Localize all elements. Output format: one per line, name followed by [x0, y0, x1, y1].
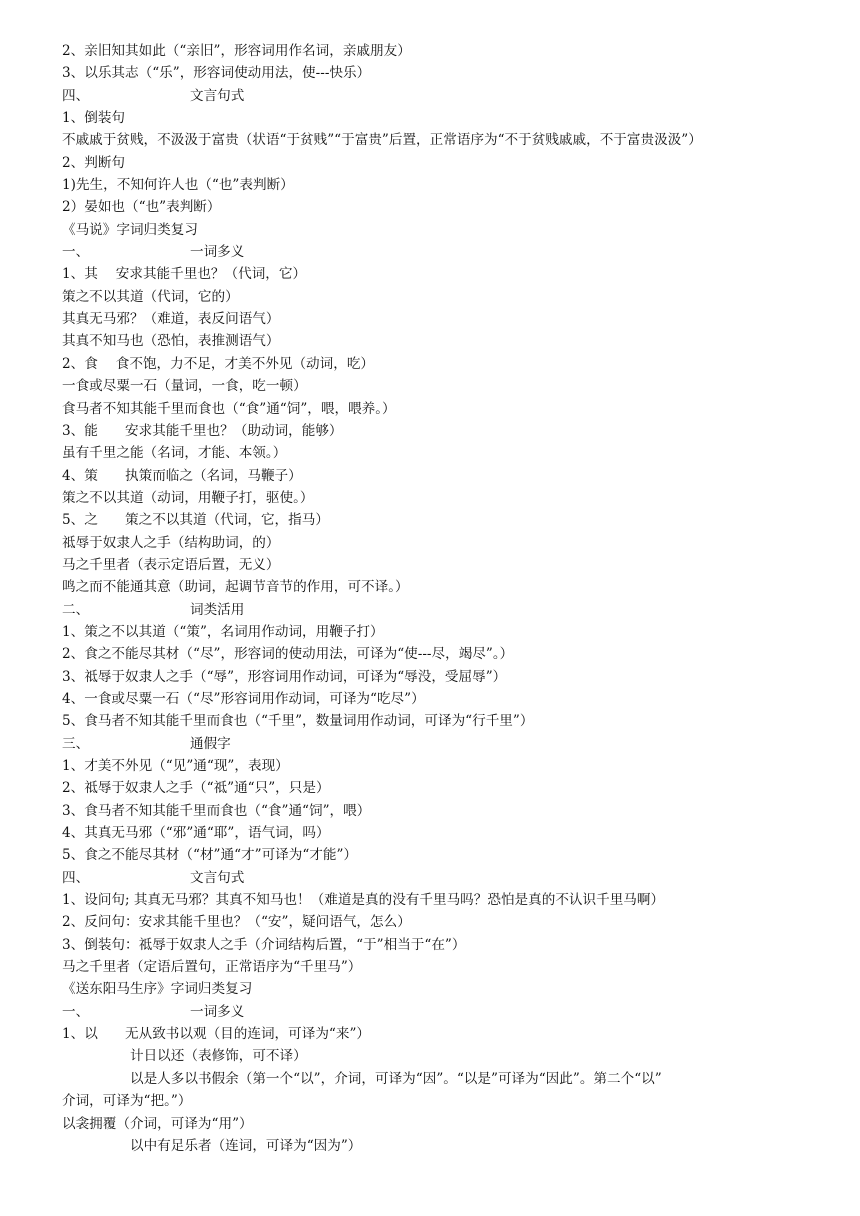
section-title: 一词多义 — [190, 244, 245, 261]
text-line: 1、其 安求其能千里也？（代词，它） — [62, 266, 307, 283]
text-line: 5、食之不能尽其材（“材”通“才”可译为“才能”） — [62, 847, 358, 864]
text-line: 1、倒装句 — [62, 110, 126, 127]
text-line: 祗辱于奴隶人之手（结构助词，的） — [62, 534, 280, 551]
text-line: 马之千里者（定语后置句，正常语序为“千里马”） — [62, 959, 362, 976]
text-line: 2、判断句 — [62, 154, 126, 171]
section-number: 四、 — [62, 87, 90, 104]
text-line: 其真无马邪？（难道，表反问语气） — [62, 311, 280, 328]
text-line: 策之不以其道（代词，它的） — [62, 288, 239, 305]
section-heading — [62, 733, 822, 755]
text-line: 以衾拥覆（介词，可译为“用”） — [62, 1115, 253, 1132]
review-title: 《马说》字词归类复习 — [62, 221, 198, 238]
text-line: 3、倒装句：祗辱于奴隶人之手（介词结构后置，“于”相当于“在”） — [62, 936, 466, 953]
text-line: 2、反问句：安求其能千里也？（“安”，疑问语气，怎么） — [62, 914, 411, 931]
section-title: 词类活用 — [190, 601, 245, 618]
text-line: 2、食 食不饱，力不足，才美不外见（动词，吃） — [62, 355, 375, 372]
text-line: 4、一食或尽粟一石（“尽”形容词用作动词，可译为“吃尽”） — [62, 690, 425, 707]
text-line: 2、食之不能尽其材（“尽”，形容词的使动用法，可译为“使---尽，竭尽”。） — [62, 646, 514, 663]
section-title: 通假字 — [190, 735, 231, 752]
section-title: 一词多义 — [190, 1003, 245, 1020]
text-line: 其真不知马也（恐怕，表推测语气） — [62, 333, 280, 350]
section-title: 文言句式 — [190, 87, 245, 104]
text-line: 鸣之而不能通其意（助词，起调节音节的作用，可不译。） — [62, 579, 409, 596]
text-line: 虽有千里之能（名词，才能、本领。） — [62, 445, 287, 462]
section-heading — [62, 1001, 822, 1023]
text-line: 4、其真无马邪（“邪”通“耶”，语气词，吗） — [62, 825, 330, 842]
text-line: 1、策之不以其道（“策”，名词用作动词，用鞭子打） — [62, 623, 384, 640]
text-line: 3、食马者不知其能千里而食也（“食”通“饲”，喂） — [62, 802, 371, 819]
section-heading — [62, 85, 822, 107]
text-line: 2、亲旧知其如此（“亲旧”，形容词用作名词，亲戚朋友） — [62, 43, 411, 59]
text-line: 5、食马者不知其能千里而食也（“千里”，数量词用作动词，可译为“行千里”） — [62, 713, 534, 730]
text-line: 2、祗辱于奴隶人之手（“祗”通“只”，只是） — [62, 780, 330, 797]
text-line: 食马者不知其能千里而食也（“食”通“饲”，喂，喂养。） — [62, 400, 396, 417]
text-line: 1、才美不外见（“见”通“现”，表现） — [62, 758, 289, 774]
text-line: 一食或尽粟一石（量词，一食，吃一顿） — [62, 378, 307, 395]
review-title: 《送东阳马生序》字词归类复习 — [62, 981, 253, 998]
text-line: 2）晏如也（“也”表判断） — [62, 199, 221, 216]
section-number: 一、 — [62, 1003, 90, 1020]
text-line: 1)先生，不知何许人也（“也”表判断） — [62, 177, 294, 194]
text-line: 5、之 策之不以其道（代词，它，指马） — [62, 512, 329, 529]
section-title: 文言句式 — [190, 869, 245, 886]
text-line: 3、以乐其志（“乐”，形容词使动用法，使---快乐） — [62, 65, 371, 82]
text-line: 策之不以其道（动词，用鞭子打，驱使。） — [62, 489, 314, 506]
text-line: 马之千里者（表示定语后置，无义） — [62, 556, 280, 573]
section-number: 四、 — [62, 869, 90, 886]
section-heading — [62, 241, 822, 263]
section-number: 一、 — [62, 244, 90, 261]
section-number: 三、 — [62, 735, 90, 752]
section-heading — [62, 599, 822, 621]
section-heading — [62, 867, 822, 889]
text-line: 以是人多以书假余（第一个“以”，介词，可译为“因”。“以是”可译为“因此”。第二个“以” — [130, 1070, 662, 1087]
text-line: 3、能 安求其能千里也？（助动词，能够） — [62, 422, 343, 439]
text-line: 4、策 执策而临之（名词，马鞭子） — [62, 467, 302, 484]
text-line: 以中有足乐者（连词，可译为“因为”） — [130, 1137, 362, 1154]
text-line: 不戚戚于贫贱，不汲汲于富贵（状语“于贫贱”“于富贵”后置，正常语序为“不于贫贱戚戚，不于富贵汲汲”） — [62, 132, 702, 149]
section-number: 二、 — [62, 601, 90, 618]
text-line: 3、祗辱于奴隶人之手（“辱”，形容词用作动词，可译为“辱没，受屈辱”） — [62, 668, 507, 685]
text-line: 介词，可译为“把。”） — [62, 1093, 192, 1110]
text-line: 1、设问句; 其真无马邪？其真不知马也！（难道是真的没有千里马吗？恐怕是真的不认识千里马啊） — [62, 892, 665, 909]
text-line: 1、以 无从致书以观（目的连词，可译为“来”） — [62, 1026, 371, 1043]
text-line: 计日以还（表修饰，可不译） — [130, 1048, 307, 1065]
